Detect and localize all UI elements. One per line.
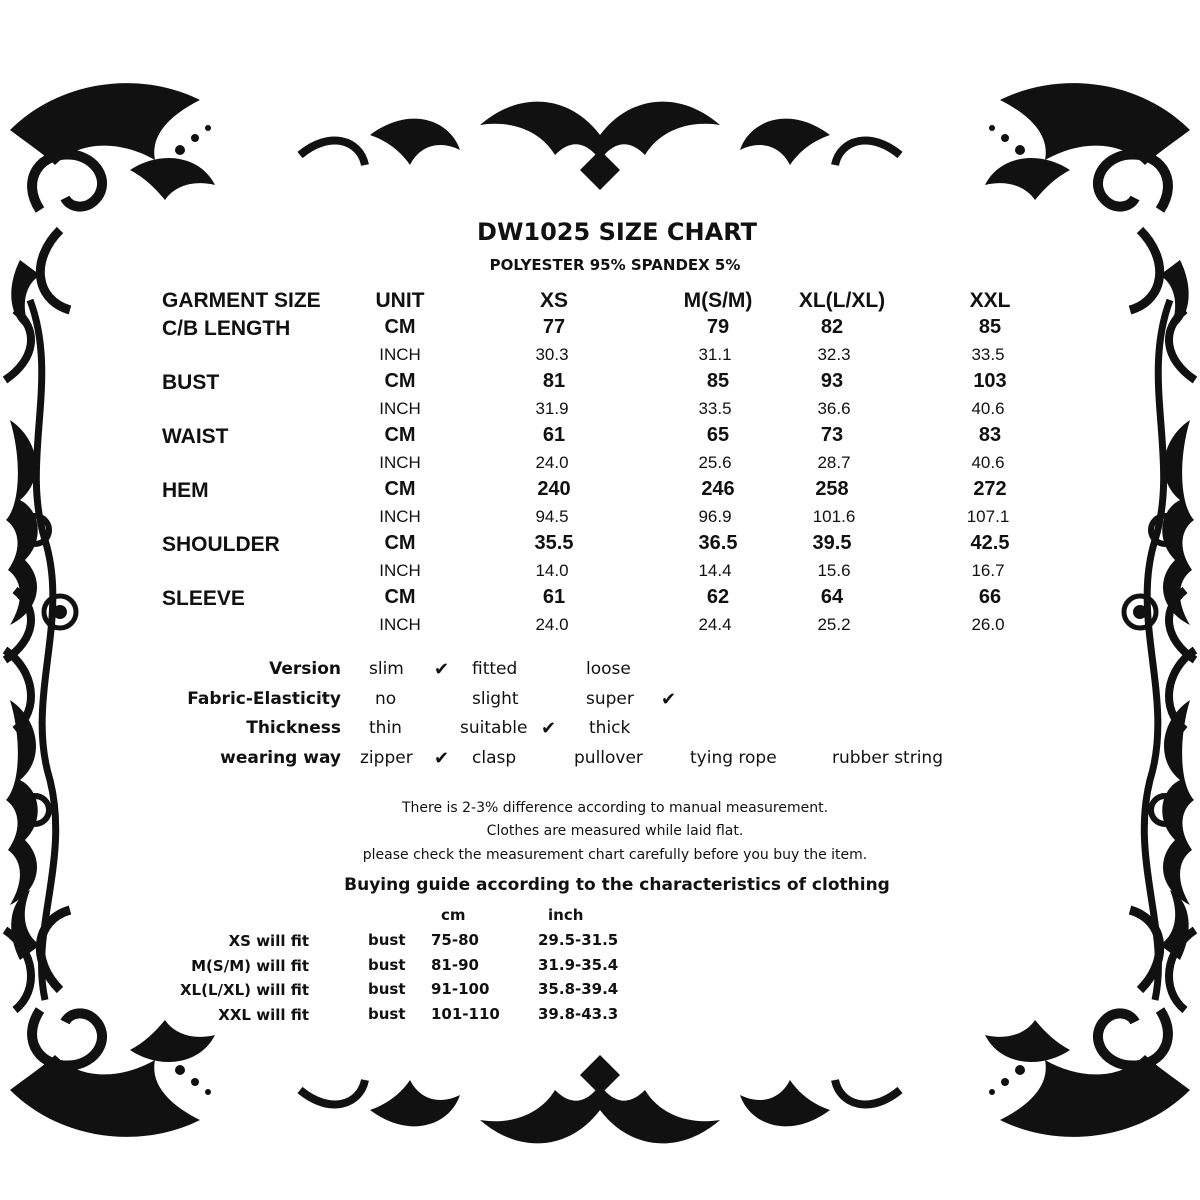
guide-part: bust <box>368 956 406 974</box>
attr-option: clasp <box>472 748 517 768</box>
value-cm: 77 <box>542 316 566 338</box>
value-cm: 42.5 <box>970 532 1010 554</box>
value-cm: 62 <box>706 586 730 608</box>
attr-option: slight <box>472 689 519 709</box>
check-icon: ✔ <box>434 748 450 769</box>
unit-cm: CM <box>384 478 416 500</box>
guide-fit: XS will fit <box>228 932 309 950</box>
value-inch: 28.7 <box>817 453 851 472</box>
value-cm: 61 <box>542 424 566 446</box>
chart-title: DW1025 SIZE CHART <box>477 218 757 246</box>
header-garment-size: GARMENT SIZE <box>162 289 321 312</box>
row-label: C/B LENGTH <box>162 317 291 340</box>
guide-cm: 75-80 <box>431 931 479 949</box>
row-label: BUST <box>162 371 220 394</box>
unit-inch: INCH <box>379 561 421 580</box>
header-size-xl: XL(L/XL) <box>798 289 886 312</box>
attr-option: fitted <box>472 659 518 679</box>
guide-col-cm: cm <box>441 906 466 924</box>
value-cm: 81 <box>542 370 566 392</box>
guide-cm: 91-100 <box>431 980 490 998</box>
value-inch: 15.6 <box>817 561 851 580</box>
attr-label-elasticity: Fabric-Elasticity <box>187 689 341 709</box>
value-cm: 73 <box>820 424 844 446</box>
value-inch: 40.6 <box>971 453 1005 472</box>
guide-fit: M(S/M) will fit <box>191 957 309 975</box>
value-inch: 36.6 <box>817 399 851 418</box>
value-inch: 40.6 <box>971 399 1005 418</box>
attr-label-thickness: Thickness <box>246 718 341 738</box>
unit-cm: CM <box>384 424 416 446</box>
value-inch: 33.5 <box>698 399 732 418</box>
value-cm: 258 <box>815 478 849 500</box>
guide-inch: 39.8-43.3 <box>538 1005 619 1023</box>
value-inch: 32.3 <box>817 345 851 364</box>
check-icon: ✔ <box>541 718 557 739</box>
guide-col-inch: inch <box>548 906 584 924</box>
value-cm: 93 <box>820 370 844 392</box>
value-cm: 85 <box>978 316 1002 338</box>
value-inch: 30.3 <box>535 345 569 364</box>
value-inch: 33.5 <box>971 345 1005 364</box>
row-label: WAIST <box>162 425 229 448</box>
value-inch: 24.0 <box>535 453 569 472</box>
attr-option: pullover <box>574 748 643 768</box>
row-label: SLEEVE <box>162 587 245 610</box>
value-cm: 83 <box>978 424 1002 446</box>
check-icon: ✔ <box>434 659 450 680</box>
value-inch: 25.6 <box>698 453 732 472</box>
row-label: SHOULDER <box>162 533 280 556</box>
value-inch: 107.1 <box>966 507 1010 526</box>
value-cm: 65 <box>706 424 730 446</box>
guide-inch: 35.8-39.4 <box>538 980 619 998</box>
row-label: HEM <box>162 479 209 502</box>
guide-part: bust <box>368 1005 406 1023</box>
attr-label-wearing-way: wearing way <box>220 748 341 768</box>
unit-inch: INCH <box>379 507 421 526</box>
value-inch: 24.0 <box>535 615 569 634</box>
attr-option: super <box>586 689 634 709</box>
value-inch: 14.0 <box>535 561 569 580</box>
guide-cm: 81-90 <box>431 956 479 974</box>
attr-option: zipper <box>360 748 413 768</box>
check-icon: ✔ <box>661 689 677 710</box>
unit-cm: CM <box>384 532 416 554</box>
value-inch: 24.4 <box>698 615 732 634</box>
attr-option: thin <box>369 718 402 738</box>
guide-fit: XXL will fit <box>218 1006 309 1024</box>
attr-option: suitable <box>460 718 528 738</box>
header-size-xxl: XXL <box>969 289 1011 312</box>
header-size-m: M(S/M) <box>683 289 753 312</box>
guide-fit: XL(L/XL) will fit <box>179 981 309 999</box>
guide-part: bust <box>368 931 406 949</box>
attr-label-version: Version <box>269 659 341 679</box>
value-cm: 82 <box>820 316 844 338</box>
value-cm: 39.5 <box>812 532 852 554</box>
value-cm: 246 <box>701 478 735 500</box>
guide-inch: 31.9-35.4 <box>538 956 619 974</box>
value-inch: 94.5 <box>535 507 569 526</box>
attr-option: rubber string <box>832 748 943 768</box>
value-inch: 31.9 <box>535 399 569 418</box>
unit-cm: CM <box>384 316 416 338</box>
value-inch: 25.2 <box>817 615 851 634</box>
value-cm: 61 <box>542 586 566 608</box>
value-cm: 66 <box>978 586 1002 608</box>
attr-option: thick <box>589 718 631 738</box>
header-size-xs: XS <box>539 289 569 312</box>
unit-cm: CM <box>384 370 416 392</box>
value-cm: 36.5 <box>698 532 738 554</box>
unit-inch: INCH <box>379 453 421 472</box>
attr-option: no <box>375 689 397 709</box>
unit-inch: INCH <box>379 345 421 364</box>
value-inch: 101.6 <box>812 507 856 526</box>
material-composition: POLYESTER 95% SPANDEX 5% <box>489 256 741 274</box>
value-inch: 96.9 <box>698 507 732 526</box>
note-line: There is 2-3% difference according to manual measurement. <box>401 800 829 816</box>
value-cm: 64 <box>820 586 844 608</box>
header-unit: UNIT <box>375 289 425 312</box>
value-inch: 31.1 <box>698 345 732 364</box>
value-cm: 240 <box>537 478 571 500</box>
value-inch: 26.0 <box>971 615 1005 634</box>
value-cm: 85 <box>706 370 730 392</box>
value-cm: 272 <box>973 478 1007 500</box>
note-line: Clothes are measured while laid flat. <box>486 823 744 839</box>
guide-inch: 29.5-31.5 <box>538 931 619 949</box>
attr-option: loose <box>586 659 631 679</box>
value-inch: 14.4 <box>698 561 732 580</box>
buying-guide-title: Buying guide according to the characteristics of clothing <box>344 875 890 895</box>
guide-part: bust <box>368 980 406 998</box>
note-line: please check the measurement chart carefully before you buy the item. <box>362 847 868 863</box>
value-cm: 103 <box>973 370 1007 392</box>
unit-cm: CM <box>384 586 416 608</box>
value-cm: 79 <box>706 316 730 338</box>
guide-cm: 101-110 <box>431 1005 500 1023</box>
unit-inch: INCH <box>379 399 421 418</box>
attr-option: tying rope <box>690 748 777 768</box>
unit-inch: INCH <box>379 615 421 634</box>
attr-option: slim <box>369 659 404 679</box>
value-cm: 35.5 <box>534 532 574 554</box>
value-inch: 16.7 <box>971 561 1005 580</box>
